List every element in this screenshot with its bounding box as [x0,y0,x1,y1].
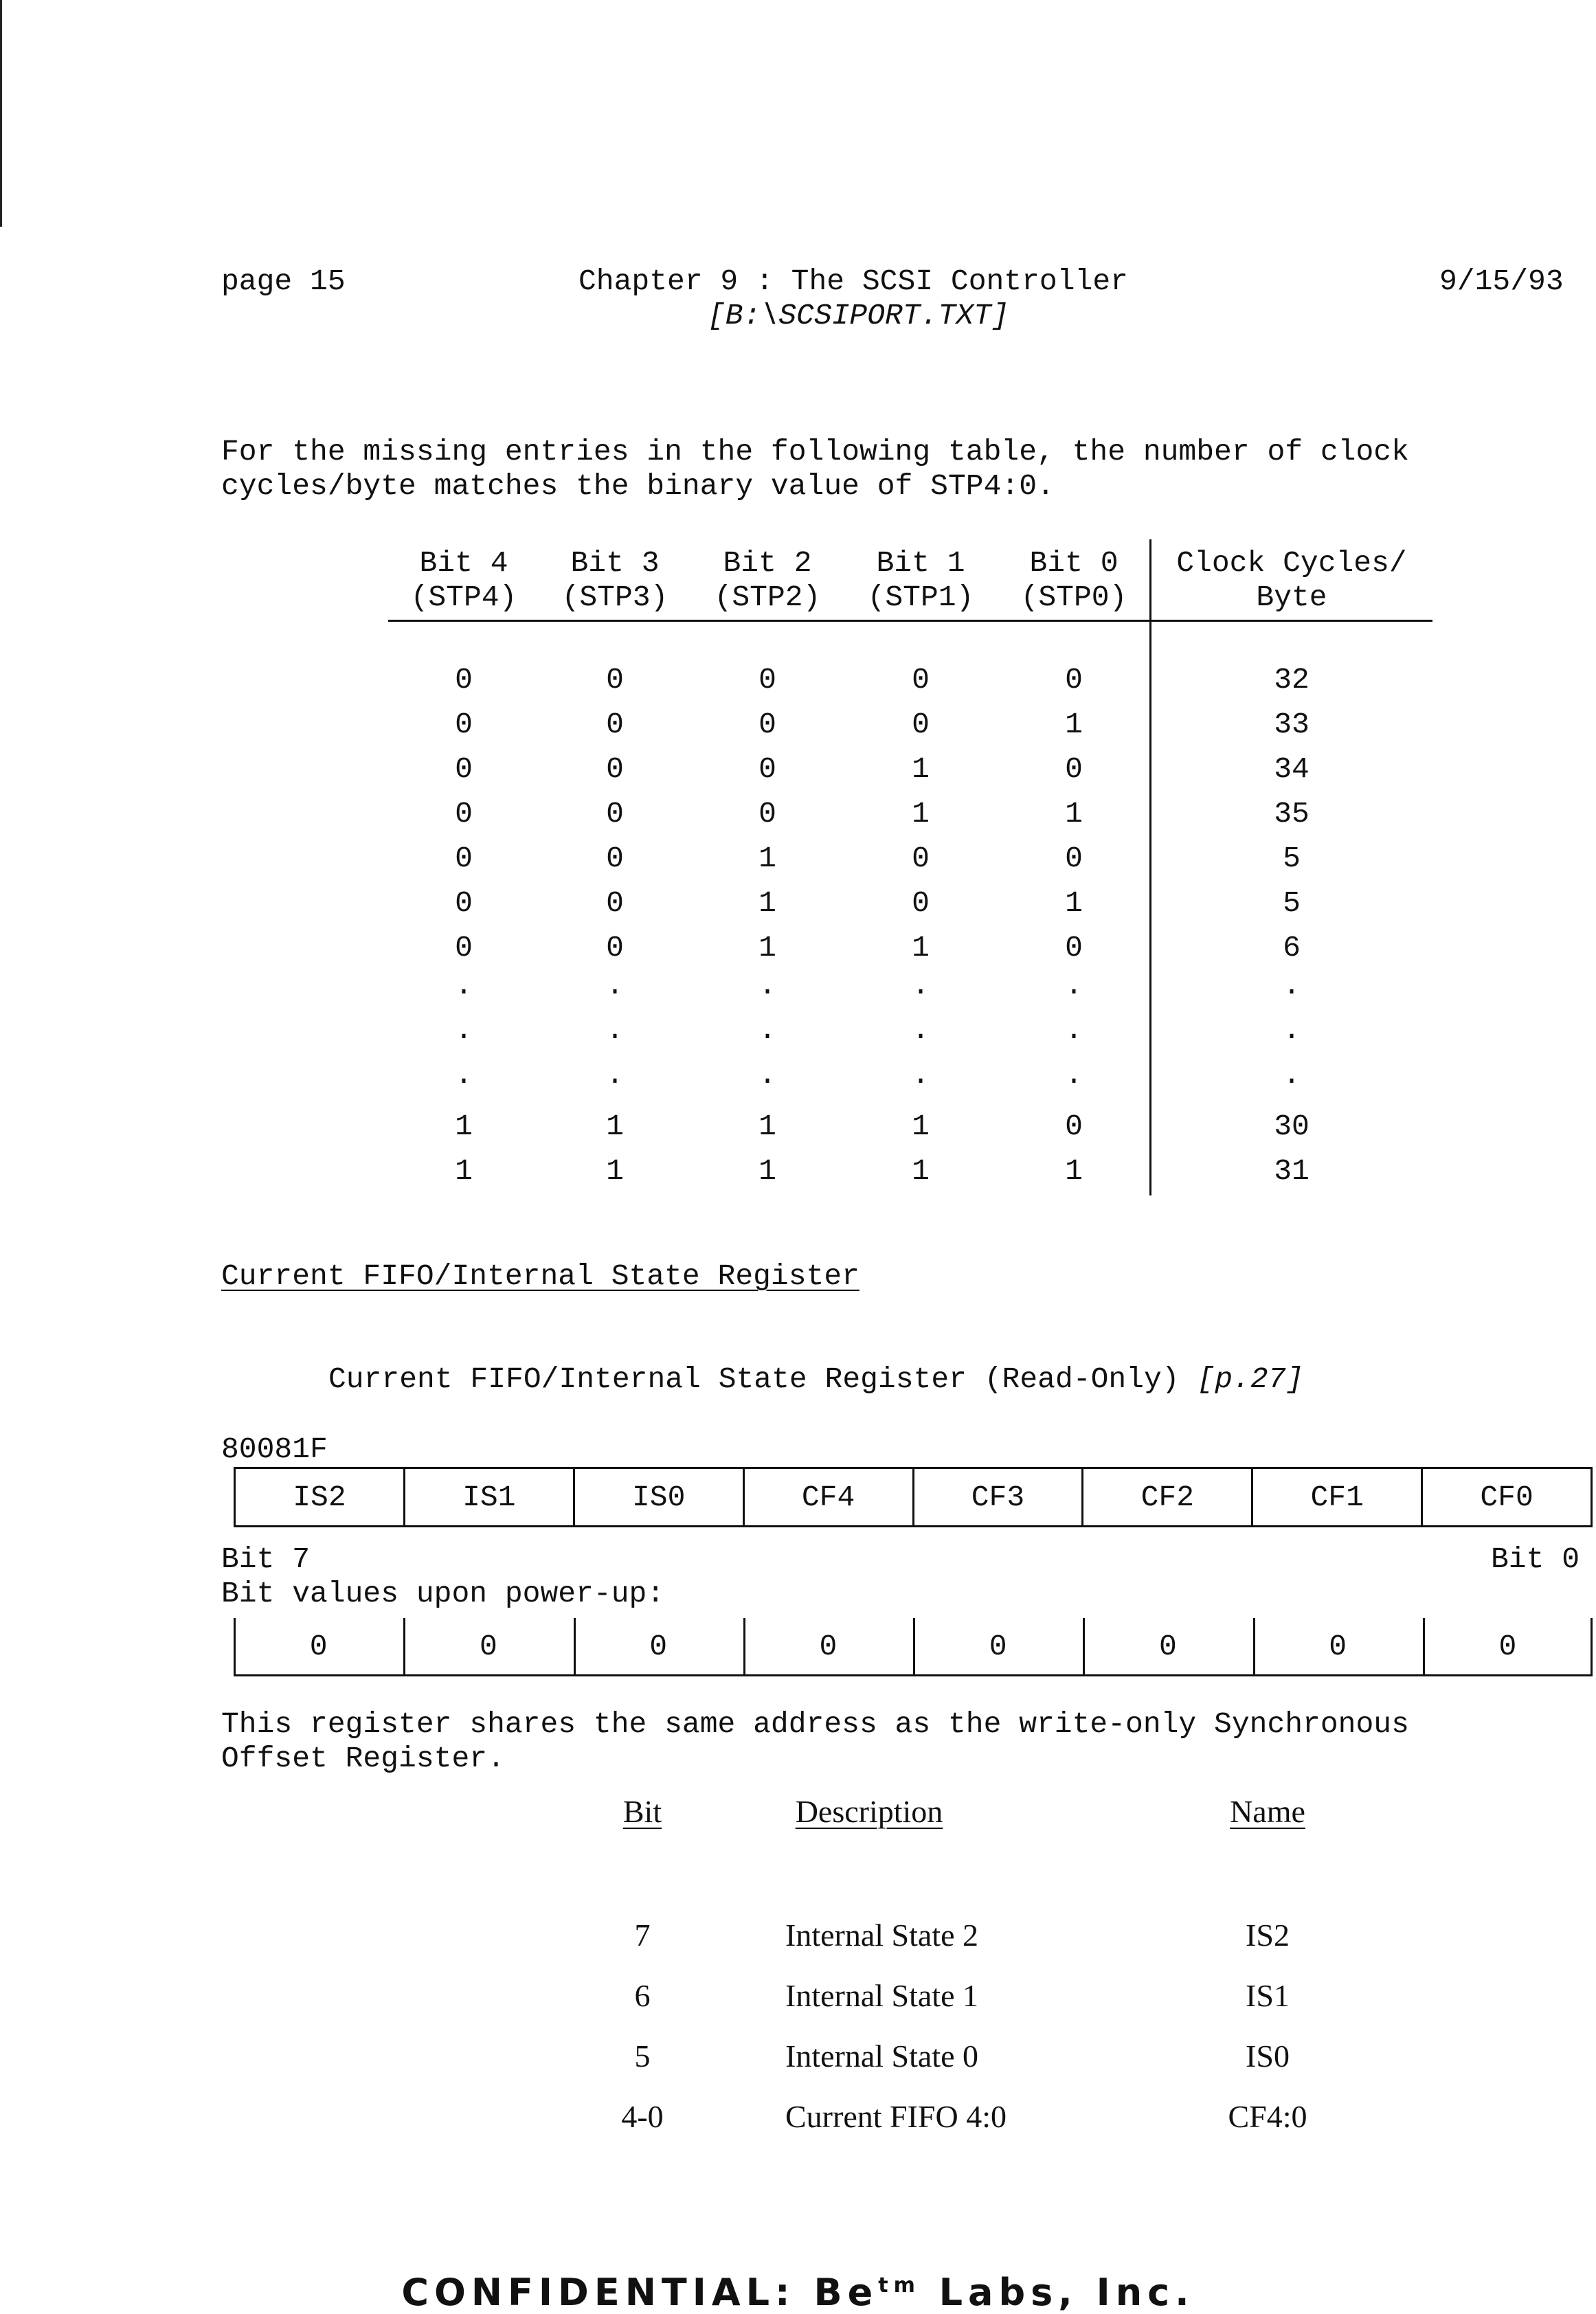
stp-cell: 1 [758,1110,776,1143]
stp-cell: . [758,969,776,1002]
register-caption-text: Current FIFO/Internal State Register (Read-Only) [328,1362,1180,1396]
stp-cell: 0 [758,752,776,786]
stp-cell: 0 [455,931,473,965]
powerup-value: 0 [1158,1630,1177,1663]
note-line-1: This register shares the same address as the write-only Synchronous [221,1707,1409,1741]
stp-cell: 0 [606,797,624,831]
stp-header-line2: (STP4) [410,581,517,614]
stp-cell: 0 [1065,1110,1083,1143]
stp-cell: 0 [758,663,776,697]
stp-cell: 0 [912,663,930,697]
stp-cell: 0 [1065,931,1083,965]
stp-cell: 1 [912,752,930,786]
stp-cell: 0 [758,797,776,831]
stp-header-line1: Clock Cycles/ [1176,546,1407,580]
stp-cell: 1 [758,1154,776,1188]
powerup-value: 0 [819,1630,838,1663]
stp-cell: 5 [1283,842,1301,875]
desc-header-bit: Bit [622,1794,662,1829]
stp-cell: 1 [1065,886,1083,920]
register-caption-ref: [p.27] [1197,1362,1304,1396]
desc-cell-bit: 5 [634,2038,651,2074]
stp-cell: 0 [455,752,473,786]
stp-cell: 30 [1274,1110,1310,1143]
stp-cell: 1 [912,797,930,831]
stp-cell: 0 [606,708,624,741]
register-bit-field: CF1 [1253,1469,1423,1525]
register-bit-field: CF0 [1423,1469,1593,1525]
stp-header-line2: (STP3) [561,581,668,614]
stp-cell: 0 [455,842,473,875]
register-bit-fields [234,1467,1593,1527]
stp-cell: 0 [606,752,624,786]
note-line-2: Offset Register. [221,1742,505,1775]
desc-cell-name: CF4:0 [1228,2099,1307,2134]
stp-cell: 0 [1065,842,1083,875]
stp-header-line1: Bit 4 [419,546,508,580]
bit-low-label: Bit 0 [1491,1542,1580,1576]
powerup-divider [743,1618,745,1676]
chapter-title: Chapter 9 : The SCSI Controller [578,265,1128,298]
stp-cell: . [606,1013,624,1047]
register-bit-field: CF2 [1083,1469,1253,1525]
stp-cell: . [455,1013,473,1047]
stp-cell: 35 [1274,797,1310,831]
stp-header-line1: Bit 0 [1029,546,1119,580]
stp-header-line2: (STP0) [1020,581,1127,614]
register-bit-field: IS0 [575,1469,745,1525]
stp-cell: 0 [606,886,624,920]
powerup-divider [913,1618,915,1676]
scan-edge-line [0,0,2,227]
stp-cell: 0 [606,663,624,697]
stp-cell: . [1065,1013,1083,1047]
stp-cell: 0 [455,886,473,920]
stp-cell: . [1065,969,1083,1002]
desc-header-name: Name [1230,1794,1305,1829]
stp-cell: 0 [758,708,776,741]
stp-cell: 34 [1274,752,1310,786]
stp-header-line1: Bit 2 [723,546,812,580]
stp-cell: 1 [606,1110,624,1143]
register-bit-field: IS2 [236,1469,405,1525]
stp-cell: 0 [1065,663,1083,697]
register-bit-field: IS1 [405,1469,575,1525]
stp-cell: 0 [1065,752,1083,786]
stp-cell: . [606,1058,624,1092]
bit-high-label: Bit 7 [221,1542,311,1576]
powerup-divider [574,1618,576,1676]
stp-cell: . [912,969,930,1002]
stp-cell: . [912,1013,930,1047]
powerup-divider [1253,1618,1255,1676]
desc-cell-bit: 6 [634,1978,651,2013]
stp-header-line2: Byte [1256,581,1327,614]
stp-cell: 1 [758,886,776,920]
stp-cell: . [455,1058,473,1092]
powerup-value: 0 [1329,1630,1347,1663]
stp-cell: . [912,1058,930,1092]
stp-cell: 0 [455,708,473,741]
stp-header-line1: Bit 3 [570,546,660,580]
powerup-label: Bit values upon power-up: [221,1577,665,1610]
section-heading: Current FIFO/Internal State Register [221,1259,859,1293]
confidential-footer [0,2271,1596,2314]
stp-header-line1: Bit 1 [876,546,965,580]
powerup-divider [403,1618,405,1676]
register-caption [328,1362,1303,1396]
stp-cell: 1 [455,1154,473,1188]
intro-line-1: For the missing entries in the following table, the number of clock [221,435,1409,469]
stp-cell: 0 [912,886,930,920]
powerup-value: 0 [989,1630,1007,1663]
register-bit-field: CF4 [745,1469,914,1525]
stp-header-line2: (STP1) [867,581,974,614]
page-date: 9/15/93 [1439,265,1564,298]
stp-cell: 1 [758,842,776,875]
stp-cell: 31 [1274,1154,1310,1188]
desc-cell-name: IS2 [1246,1918,1290,1953]
desc-header-description: Description [795,1794,943,1829]
stp-cell: 1 [758,931,776,965]
desc-cell-description: Current FIFO 4:0 [785,2099,1007,2134]
desc-cell-description: Internal State 2 [785,1918,979,1953]
stp-column-divider [1149,539,1151,1195]
stp-cell: 1 [912,1154,930,1188]
stp-cell: . [758,1058,776,1092]
stp-cell: 0 [912,708,930,741]
desc-cell-bit: 4-0 [621,2099,664,2134]
footer-tm: tm [878,2273,921,2298]
stp-cell: . [1283,969,1301,1002]
stp-cell: 32 [1274,663,1310,697]
stp-cell: 6 [1283,931,1301,965]
page-number: page 15 [221,265,346,298]
stp-cell: 1 [912,931,930,965]
powerup-divider [1591,1618,1593,1676]
stp-cell: . [1065,1058,1083,1092]
stp-header-rule [388,620,1432,622]
stp-cell: 1 [455,1110,473,1143]
intro-line-2: cycles/byte matches the binary value of STP4:0. [221,469,1055,503]
stp-cell: 1 [606,1154,624,1188]
powerup-value: 0 [649,1630,668,1663]
stp-cell: 0 [455,797,473,831]
stp-header-line2: (STP2) [714,581,821,614]
stp-cell: 1 [1065,708,1083,741]
register-bit-field: CF3 [914,1469,1084,1525]
stp-cell: . [1283,1013,1301,1047]
footer-post: Labs, Inc. [920,2271,1195,2314]
powerup-divider [234,1618,236,1676]
desc-cell-description: Internal State 0 [785,2038,979,2074]
desc-cell-bit: 7 [634,1918,651,1953]
stp-cell: 0 [606,931,624,965]
stp-cell: 0 [912,842,930,875]
powerup-value: 0 [309,1630,328,1663]
stp-cell: 5 [1283,886,1301,920]
powerup-value: 0 [479,1630,497,1663]
desc-cell-name: IS0 [1246,2038,1290,2074]
stp-cell: . [758,1013,776,1047]
register-address: 80081F [221,1433,328,1466]
file-path: [B:\SCSIPORT.TXT] [708,299,1009,333]
powerup-value: 0 [1498,1630,1517,1663]
desc-cell-name: IS1 [1246,1978,1290,2013]
stp-cell: 1 [912,1110,930,1143]
stp-cell: 0 [606,842,624,875]
powerup-divider [1083,1618,1085,1676]
footer-pre: CONFIDENTIAL: Be [401,2271,879,2314]
stp-cell: . [606,969,624,1002]
powerup-divider [1423,1618,1425,1676]
stp-cell: . [1283,1058,1301,1092]
stp-cell: . [455,969,473,1002]
stp-cell: 1 [1065,797,1083,831]
stp-cell: 0 [455,663,473,697]
stp-cell: 33 [1274,708,1310,741]
desc-cell-description: Internal State 1 [785,1978,979,2013]
stp-cell: 1 [1065,1154,1083,1188]
